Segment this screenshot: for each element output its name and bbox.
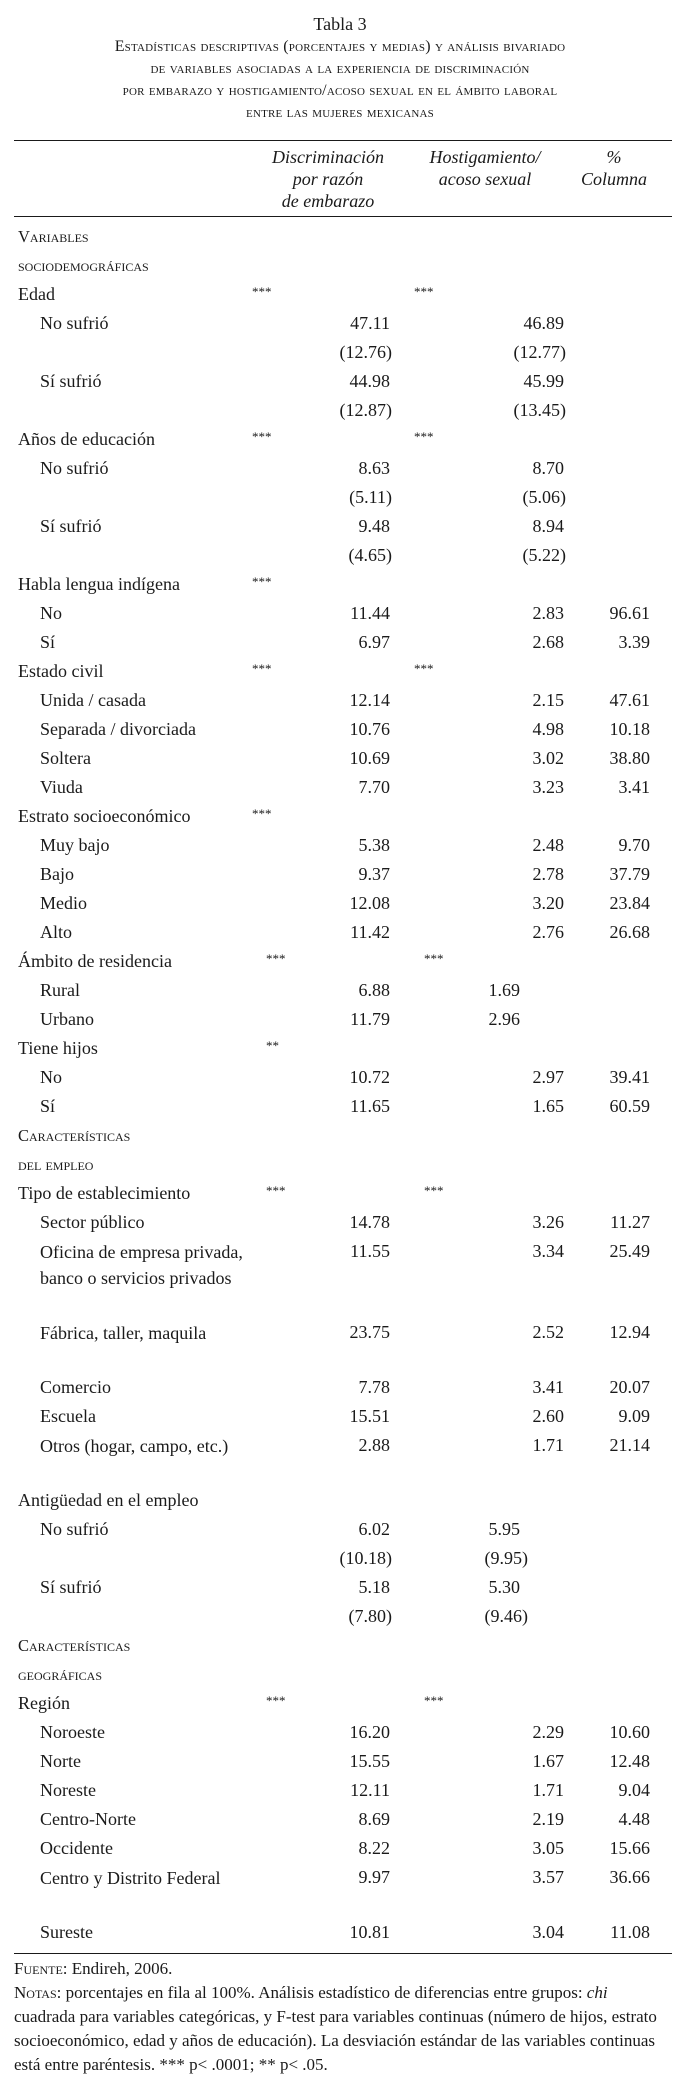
value-hostigamiento: 3.41	[532, 1377, 564, 1397]
table-row	[0, 1573, 680, 1602]
value-discriminacion: 5.18	[358, 1577, 390, 1597]
header-discriminacion	[248, 146, 408, 212]
value-porcentaje-columna: 20.07	[609, 1377, 650, 1397]
value-porcentaje-columna: 23.84	[609, 893, 650, 913]
value-hostigamiento: 45.99	[523, 371, 564, 391]
value-discriminacion: 11.42	[350, 922, 390, 942]
table-title-block	[0, 0, 680, 124]
variable-label: Tiene hijos	[18, 1038, 98, 1058]
value-discriminacion: 23.75	[349, 1322, 390, 1342]
value-discriminacion: 12.08	[349, 893, 390, 913]
category-label: Sí sufrió	[40, 371, 102, 391]
value-hostigamiento: 3.04	[532, 1922, 564, 1942]
value-hostigamiento: 1.71	[532, 1780, 564, 1800]
variable-group-row	[0, 280, 680, 309]
variable-label: Habla lengua indígena	[18, 574, 180, 594]
value-hostigamiento: 3.20	[532, 893, 564, 913]
value-discriminacion: 10.76	[349, 719, 390, 739]
variable-group-row	[0, 570, 680, 599]
category-label: Occidente	[40, 1838, 113, 1858]
section-label: del empleo	[18, 1155, 94, 1174]
value-discriminacion: 8.69	[358, 1809, 390, 1829]
value-discriminacion: 5.38	[358, 835, 390, 855]
value-discriminacion: (5.11)	[349, 487, 392, 507]
significance-marker-hostigamiento: ***	[424, 1183, 444, 1198]
category-label: No sufrió	[40, 313, 109, 333]
value-hostigamiento: 1.67	[532, 1751, 564, 1771]
value-discriminacion: 6.88	[358, 980, 390, 1000]
variable-label: Ámbito de residencia	[18, 951, 172, 971]
table-row	[0, 831, 680, 860]
table-row	[0, 686, 680, 715]
variable-group-row	[0, 1486, 680, 1515]
category-label: Urbano	[40, 1009, 94, 1029]
std-dev-row	[0, 541, 680, 570]
table-row	[0, 1237, 680, 1321]
value-discriminacion: 6.97	[358, 632, 390, 652]
variable-label: Estado civil	[18, 661, 104, 681]
value-porcentaje-columna: 26.68	[609, 922, 650, 942]
variable-group-row	[0, 947, 680, 976]
table-row	[0, 860, 680, 889]
value-porcentaje-columna: 4.48	[618, 1809, 650, 1829]
value-hostigamiento: 1.65	[532, 1096, 564, 1116]
value-hostigamiento: 2.52	[532, 1322, 564, 1342]
value-discriminacion: 15.51	[349, 1406, 390, 1426]
table-row	[0, 715, 680, 744]
value-discriminacion: 6.02	[358, 1519, 390, 1539]
value-discriminacion: 8.63	[358, 458, 390, 478]
value-hostigamiento: (13.45)	[513, 400, 566, 420]
table-row	[0, 1918, 680, 1947]
category-label: Fábrica, taller, maquila	[40, 1323, 207, 1343]
section-label: Variables	[18, 227, 89, 246]
value-porcentaje-columna: 11.27	[610, 1212, 650, 1232]
variable-label: Tipo de establecimiento	[18, 1183, 191, 1203]
caption-line: de variables asociadas a la experiencia de discriminación	[150, 60, 530, 77]
value-porcentaje-columna: 15.66	[609, 1838, 650, 1858]
category-label: No	[40, 1067, 62, 1087]
section-heading-row	[0, 222, 680, 251]
value-discriminacion: (4.65)	[348, 545, 392, 565]
significance-marker-discriminacion: ***	[266, 951, 286, 966]
value-hostigamiento: 4.98	[532, 719, 564, 739]
value-discriminacion: (10.18)	[339, 1548, 392, 1568]
std-dev-row	[0, 483, 680, 512]
category-label: Sí sufrió	[40, 516, 102, 536]
variable-label: Antigüedad en el empleo	[18, 1490, 199, 1510]
table-row	[0, 773, 680, 802]
value-hostigamiento: (12.77)	[513, 342, 566, 362]
significance-marker-hostigamiento: ***	[414, 661, 434, 676]
value-hostigamiento: 2.76	[532, 922, 564, 942]
value-hostigamiento: 2.78	[532, 864, 564, 884]
section-label: Características	[18, 1636, 131, 1655]
category-label: Viuda	[40, 777, 83, 797]
table-row	[0, 1834, 680, 1863]
category-label: Rural	[40, 980, 80, 1000]
notes-text-1: porcentajes en fila al 100%. Análisis estadístico de diferencias entre grupos:	[65, 1983, 583, 2002]
category-label: Unida / casada	[40, 690, 146, 710]
category-label: No sufrió	[40, 1519, 109, 1539]
value-porcentaje-columna: 9.09	[618, 1406, 650, 1426]
significance-marker-discriminacion: ***	[266, 1693, 286, 1708]
value-porcentaje-columna: 25.49	[609, 1241, 650, 1261]
value-discriminacion: 14.78	[349, 1212, 390, 1232]
significance-marker-hostigamiento: ***	[414, 284, 434, 299]
category-label: No	[40, 603, 62, 623]
variable-label: Años de educación	[18, 429, 155, 449]
value-hostigamiento: (9.95)	[484, 1548, 528, 1568]
value-hostigamiento: 46.89	[523, 313, 564, 333]
section-heading-row	[0, 1660, 680, 1689]
section-heading-row	[0, 1121, 680, 1150]
value-discriminacion: (7.80)	[348, 1606, 392, 1626]
value-hostigamiento: 2.19	[532, 1809, 564, 1829]
value-discriminacion: 2.88	[358, 1435, 390, 1455]
value-discriminacion: 12.14	[349, 690, 390, 710]
value-porcentaje-columna: 21.14	[609, 1435, 650, 1455]
value-hostigamiento: 8.70	[532, 458, 564, 478]
value-porcentaje-columna: 10.60	[609, 1722, 650, 1742]
variable-group-row	[0, 1034, 680, 1063]
header-rule	[14, 216, 672, 217]
section-heading-row	[0, 251, 680, 280]
significance-marker-discriminacion: ***	[252, 806, 272, 821]
value-hostigamiento: (9.46)	[484, 1606, 528, 1626]
header-line: acoso sexual	[438, 169, 532, 189]
significance-marker-hostigamiento: ***	[424, 1693, 444, 1708]
header-line: Columna	[580, 169, 647, 189]
caption-line: por embarazo y hostigamiento/acoso sexual en el ámbito laboral	[122, 82, 558, 99]
value-hostigamiento: 5.95	[488, 1519, 520, 1539]
table-row	[0, 1318, 680, 1376]
value-hostigamiento: 3.57	[532, 1867, 564, 1887]
table-row	[0, 512, 680, 541]
source-note	[14, 1957, 670, 1981]
value-hostigamiento: 1.69	[488, 980, 520, 1000]
significance-marker-discriminacion: ***	[266, 1183, 286, 1198]
header-line: Hostigamiento/	[429, 147, 541, 167]
value-discriminacion: 8.22	[358, 1838, 390, 1858]
section-heading-row	[0, 1631, 680, 1660]
value-discriminacion: 12.11	[350, 1780, 390, 1800]
section-label: Características	[18, 1126, 131, 1145]
value-hostigamiento: 8.94	[532, 516, 564, 536]
header-line: por razón	[292, 169, 364, 189]
significance-marker-discriminacion: ***	[252, 574, 272, 589]
category-label: Sí	[40, 1096, 56, 1116]
value-hostigamiento: 2.97	[532, 1067, 564, 1087]
value-hostigamiento: 3.34	[532, 1241, 564, 1261]
table-row	[0, 309, 680, 338]
value-discriminacion: 44.98	[349, 371, 390, 391]
variable-group-row	[0, 1179, 680, 1208]
value-discriminacion: 15.55	[349, 1751, 390, 1771]
std-dev-row	[0, 1544, 680, 1573]
value-hostigamiento: 2.15	[532, 690, 564, 710]
table-row	[0, 1776, 680, 1805]
value-porcentaje-columna: 11.08	[610, 1922, 650, 1942]
std-dev-row	[0, 338, 680, 367]
value-discriminacion: (12.87)	[339, 400, 392, 420]
significance-marker-hostigamiento: ***	[414, 429, 434, 444]
table-row	[0, 1863, 680, 1921]
value-porcentaje-columna: 12.48	[609, 1751, 650, 1771]
value-porcentaje-columna: 60.59	[609, 1096, 650, 1116]
value-porcentaje-columna: 3.41	[618, 777, 650, 797]
value-porcentaje-columna: 47.61	[609, 690, 650, 710]
value-hostigamiento: 3.05	[532, 1838, 564, 1858]
value-hostigamiento: 5.30	[488, 1577, 520, 1597]
table-row	[0, 1005, 680, 1034]
table-row	[0, 1208, 680, 1237]
value-porcentaje-columna: 37.79	[609, 864, 650, 884]
category-label: Sureste	[40, 1922, 93, 1942]
category-label: Noreste	[40, 1780, 96, 1800]
header-line: de embarazo	[281, 191, 375, 211]
category-label: Bajo	[40, 864, 74, 884]
value-discriminacion: 11.79	[350, 1009, 390, 1029]
header-line: Discriminación	[272, 147, 384, 167]
category-label: Norte	[40, 1751, 81, 1771]
value-discriminacion: 9.37	[358, 864, 390, 884]
table-row	[0, 628, 680, 657]
notes-text-2: cuadrada para variables categóricas, y F-test para variables continuas (número de hijos, estrato socioeconómico, edad y años de educación). La desviación estándar de las variables continuas está entre paréntesis. *** p< .0001; ** p< .05.	[14, 2007, 657, 2074]
variable-label: Estrato socioeconómico	[18, 806, 191, 826]
value-discriminacion: 47.11	[350, 313, 390, 333]
std-dev-row	[0, 1602, 680, 1631]
category-label: Medio	[40, 893, 87, 913]
section-heading-row	[0, 1150, 680, 1179]
section-label: geográficas	[18, 1665, 103, 1684]
value-discriminacion: 11.65	[350, 1096, 390, 1116]
header-hostigamiento	[410, 146, 560, 190]
variable-group-row	[0, 1689, 680, 1718]
value-porcentaje-columna: 12.94	[609, 1322, 650, 1342]
value-porcentaje-columna: 38.80	[609, 748, 650, 768]
table-row	[0, 454, 680, 483]
value-porcentaje-columna: 36.66	[609, 1867, 650, 1887]
value-discriminacion: 7.70	[358, 777, 390, 797]
value-discriminacion: (12.76)	[339, 342, 392, 362]
value-discriminacion: 10.72	[349, 1067, 390, 1087]
variable-group-row	[0, 657, 680, 686]
value-discriminacion: 9.48	[358, 516, 390, 536]
table-row	[0, 1063, 680, 1092]
value-porcentaje-columna: 39.41	[609, 1067, 650, 1087]
value-hostigamiento: (5.22)	[522, 545, 566, 565]
category-label: Centro y Distrito Federal	[40, 1868, 221, 1888]
table-row	[0, 1092, 680, 1121]
table-row	[0, 367, 680, 396]
notes	[14, 1981, 670, 2077]
value-discriminacion: 9.97	[358, 1867, 390, 1887]
value-porcentaje-columna: 10.18	[609, 719, 650, 739]
variable-label: Edad	[18, 284, 55, 304]
category-label: Noroeste	[40, 1722, 105, 1742]
table-row	[0, 1718, 680, 1747]
value-hostigamiento: 3.02	[532, 748, 564, 768]
section-label: sociodemográficas	[18, 256, 149, 275]
std-dev-row	[0, 396, 680, 425]
value-hostigamiento: 2.60	[532, 1406, 564, 1426]
value-discriminacion: 10.69	[349, 748, 390, 768]
category-label: Otros (hogar, campo, etc.)	[40, 1436, 229, 1456]
notes-label: Notas:	[14, 1983, 62, 2002]
table-row	[0, 1805, 680, 1834]
table-row	[0, 1373, 680, 1402]
value-hostigamiento: 2.48	[532, 835, 564, 855]
caption-line: Estadísticas descriptivas (porcentajes y medias) y análisis bivariado	[114, 38, 566, 55]
table-row	[0, 976, 680, 1005]
category-label: Separada / divorciada	[40, 719, 196, 739]
significance-marker-discriminacion: ***	[252, 284, 272, 299]
notes-chi: chi	[586, 1983, 608, 2002]
significance-marker-discriminacion: **	[266, 1038, 279, 1053]
table-row	[0, 1431, 680, 1489]
bottom-rule	[14, 1953, 672, 1954]
source-label: Fuente:	[14, 1959, 68, 1978]
table-row	[0, 889, 680, 918]
category-label: Oficina de empresa privada, banco o servicios privados	[40, 1242, 243, 1288]
value-porcentaje-columna: 9.04	[618, 1780, 650, 1800]
variable-label: Región	[18, 1693, 70, 1713]
top-rule	[14, 140, 672, 141]
value-porcentaje-columna: 3.39	[618, 632, 650, 652]
category-label: Comercio	[40, 1377, 111, 1397]
header-porcentaje-columna	[562, 146, 666, 190]
significance-marker-discriminacion: ***	[252, 661, 272, 676]
table-row	[0, 1515, 680, 1544]
caption-line: entre las mujeres mexicanas	[246, 104, 434, 121]
value-discriminacion: 11.44	[350, 603, 390, 623]
value-hostigamiento: 2.83	[532, 603, 564, 623]
variable-group-row	[0, 802, 680, 831]
category-label: Sí sufrió	[40, 1577, 102, 1597]
significance-marker-hostigamiento: ***	[424, 951, 444, 966]
variable-group-row	[0, 425, 680, 454]
value-porcentaje-columna: 96.61	[609, 603, 650, 623]
value-porcentaje-columna: 9.70	[618, 835, 650, 855]
category-label: Alto	[40, 922, 73, 942]
value-discriminacion: 11.55	[350, 1241, 390, 1261]
table-number: Tabla 3	[313, 14, 367, 34]
category-label: Soltera	[40, 748, 91, 768]
value-hostigamiento: 3.23	[532, 777, 564, 797]
category-label: Escuela	[40, 1406, 96, 1426]
category-label: Sí	[40, 632, 56, 652]
table-row	[0, 1402, 680, 1431]
header-line: %	[606, 147, 622, 167]
table-row	[0, 918, 680, 947]
value-discriminacion: 10.81	[349, 1922, 390, 1942]
source-text: Endireh, 2006.	[71, 1959, 173, 1978]
category-label: Centro-Norte	[40, 1809, 136, 1829]
category-label: No sufrió	[40, 458, 109, 478]
value-discriminacion: 7.78	[358, 1377, 390, 1397]
value-hostigamiento: 2.96	[488, 1009, 520, 1029]
value-hostigamiento: 3.26	[532, 1212, 564, 1232]
value-hostigamiento: 1.71	[532, 1435, 564, 1455]
value-discriminacion: 16.20	[349, 1722, 390, 1742]
value-hostigamiento: 2.68	[532, 632, 564, 652]
table-row	[0, 744, 680, 773]
category-label: Muy bajo	[40, 835, 110, 855]
category-label: Sector público	[40, 1212, 145, 1232]
table-footer	[14, 1957, 670, 2077]
value-hostigamiento: 2.29	[532, 1722, 564, 1742]
table-row	[0, 599, 680, 628]
value-hostigamiento: (5.06)	[522, 487, 566, 507]
significance-marker-discriminacion: ***	[252, 429, 272, 444]
table-row	[0, 1747, 680, 1776]
